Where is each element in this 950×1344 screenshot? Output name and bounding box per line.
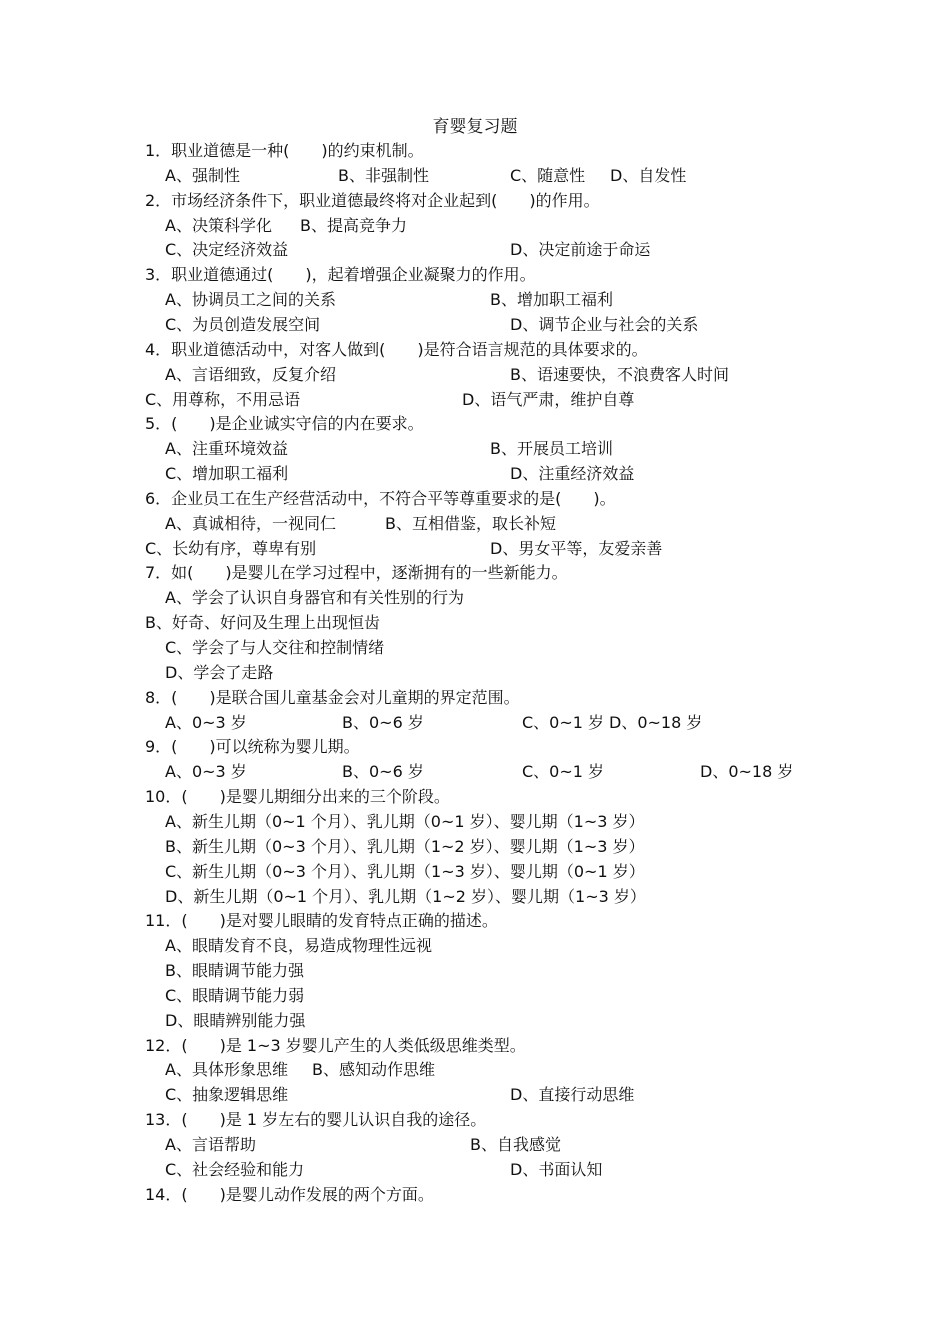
question-text: 11．( )是对婴儿眼睛的发育特点正确的描述。 (145, 911, 498, 931)
page-title: 育婴复习题 (432, 117, 518, 137)
text-line (0, 635, 950, 660)
option-text: B、开展员工培训 (490, 439, 613, 459)
option-text: C、新生儿期（0~3 个月）、乳儿期（1~3 岁）、婴儿期（0~1 岁） (165, 861, 645, 881)
text-line (0, 287, 950, 312)
option-text: C、增加职工福利 (165, 464, 289, 484)
option-text: B、自我感觉 (470, 1135, 561, 1154)
question-text: 14．( )是婴儿动作发展的两个方面。 (145, 1184, 434, 1204)
text-line (0, 784, 950, 809)
option-text: B、0~6 岁 (342, 712, 424, 732)
text-line (0, 213, 950, 238)
text-line (0, 933, 950, 958)
text-line (0, 734, 950, 759)
text-line (0, 188, 950, 213)
option-text: A、注重环境效益 (165, 439, 288, 459)
text-line (0, 1157, 950, 1182)
text-line (0, 337, 950, 362)
text-line (0, 834, 950, 859)
option-text: A、0~3 岁 (165, 762, 247, 782)
option-text: A、真诚相待，一视同仁 (165, 513, 336, 533)
option-text: A、协调员工之间的关系 (165, 290, 336, 310)
text-line (0, 262, 950, 287)
option-text: D、书面认知 (510, 1159, 603, 1179)
option-text: B、提高竞争力 (300, 215, 407, 235)
question-text: 10．( )是婴儿期细分出来的三个阶段。 (145, 787, 450, 807)
option-text: D、语气严肃，维护自尊 (462, 389, 635, 409)
text-line (0, 958, 950, 983)
option-text: C、抽象逻辑思维 (165, 1085, 289, 1105)
option-text: B、眼睛调节能力强 (165, 961, 304, 981)
text-line (0, 362, 950, 387)
option-text: B、语速要快，不浪费客人时间 (510, 364, 729, 384)
question-text: 4．职业道德活动中，对客人做到( )是符合语言规范的具体要求的。 (145, 339, 648, 359)
text-line (0, 660, 950, 685)
text-line (0, 759, 950, 784)
text-line (0, 536, 950, 561)
text-line (0, 1107, 950, 1132)
option-text: D、眼睛辨别能力强 (165, 1010, 306, 1030)
text-line (0, 436, 950, 461)
text-line (0, 859, 950, 884)
text-line (0, 685, 950, 710)
option-text: A、言语细致，反复介绍 (165, 364, 336, 384)
option-text: B、增加职工福利 (490, 290, 613, 310)
option-text: B、互相借鉴，取长补短 (385, 513, 556, 533)
option-text: C、学会了与人交往和控制情绪 (165, 638, 385, 657)
option-text: D、直接行动思维 (510, 1085, 635, 1105)
option-text: C、用尊称，不用忌语 (145, 389, 301, 409)
option-text: D、0~18 岁 (609, 712, 703, 732)
question-text: 7．如( )是婴儿在学习过程中，逐渐拥有的一些新能力。 (145, 563, 568, 583)
option-text: A、眼睛发育不良，易造成物理性远视 (165, 936, 432, 956)
option-text: A、强制性 (165, 165, 240, 185)
option-text: D、调节企业与社会的关系 (510, 314, 699, 334)
question-text: 5．( )是企业诚实守信的内在要求。 (145, 414, 424, 434)
text-line (0, 1033, 950, 1058)
option-text: B、非强制性 (338, 165, 429, 185)
option-text: C、决定经济效益 (165, 240, 289, 260)
option-text: D、注重经济效益 (510, 464, 635, 484)
text-line (0, 560, 950, 585)
text-line (0, 163, 950, 188)
text-line (0, 1132, 950, 1157)
question-text: 9．( )可以统称为婴儿期。 (145, 737, 360, 757)
text-line (0, 809, 950, 834)
option-text: B、0~6 岁 (342, 762, 424, 782)
option-text: C、眼睛调节能力弱 (165, 985, 305, 1005)
question-text: 1．职业道德是一种( )的约束机制。 (145, 141, 424, 160)
option-text: C、社会经验和能力 (165, 1159, 305, 1179)
text-line (0, 884, 950, 909)
text-line (0, 461, 950, 486)
text-line (0, 312, 950, 337)
text-line (0, 486, 950, 511)
text-line (0, 983, 950, 1008)
option-text: A、0~3 岁 (165, 712, 247, 732)
question-text: 3．职业道德通过( )，起着增强企业凝聚力的作用。 (145, 265, 536, 285)
option-text: D、决定前途于命运 (510, 240, 651, 260)
question-text: 12．( )是 1~3 岁婴儿产生的人类低级思维类型。 (145, 1035, 526, 1055)
question-text: 13．( )是 1 岁左右的婴儿认识自我的途径。 (145, 1110, 487, 1130)
option-text: A、新生儿期（0~1 个月）、乳儿期（0~1 岁）、婴儿期（1~3 岁） (165, 811, 645, 831)
text-line (0, 411, 950, 436)
text-line (0, 1057, 950, 1082)
option-text: A、言语帮助 (165, 1135, 256, 1154)
text-line (0, 908, 950, 933)
option-text: A、决策科学化 (165, 215, 272, 235)
text-line (0, 387, 950, 412)
question-text: 8．( )是联合国儿童基金会对儿童期的界定范围。 (145, 687, 520, 707)
option-text: A、具体形象思维 (165, 1060, 288, 1080)
text-line (0, 710, 950, 735)
option-text: D、男女平等，友爱亲善 (490, 538, 663, 558)
option-text: D、新生儿期（0~1 个月）、乳儿期（1~2 岁）、婴儿期（1~3 岁） (165, 886, 646, 906)
option-text: B、新生儿期（0~3 个月）、乳儿期（1~2 岁）、婴儿期（1~3 岁） (165, 836, 645, 856)
text-line (0, 1082, 950, 1107)
text-line (0, 610, 950, 635)
text-line (0, 511, 950, 536)
option-text: B、好奇、好问及生理上出现恒齿 (145, 613, 380, 633)
option-text: B、感知动作思维 (312, 1060, 435, 1080)
question-text: 6．企业员工在生产经营活动中，不符合平等尊重要求的是( )。 (145, 488, 616, 508)
option-text: D、学会了走路 (165, 662, 274, 682)
text-line (0, 138, 950, 163)
text-line (0, 1182, 950, 1207)
option-text: D、自发性 (610, 165, 687, 185)
option-text: C、为员创造发展空间 (165, 314, 321, 334)
option-text: A、学会了认识自身器官和有关性别的行为 (165, 588, 464, 608)
question-text: 2．市场经济条件下，职业道德最终将对企业起到( )的作用。 (145, 190, 600, 210)
text-line (0, 237, 950, 262)
option-text: C、0~1 岁 (522, 712, 605, 732)
text-line (0, 585, 950, 610)
option-text: C、长幼有序，尊卑有别 (145, 538, 317, 558)
option-text: D、0~18 岁 (700, 762, 794, 782)
option-text: C、随意性 (510, 165, 586, 185)
text-line (0, 1008, 950, 1033)
option-text: C、0~1 岁 (522, 762, 605, 782)
